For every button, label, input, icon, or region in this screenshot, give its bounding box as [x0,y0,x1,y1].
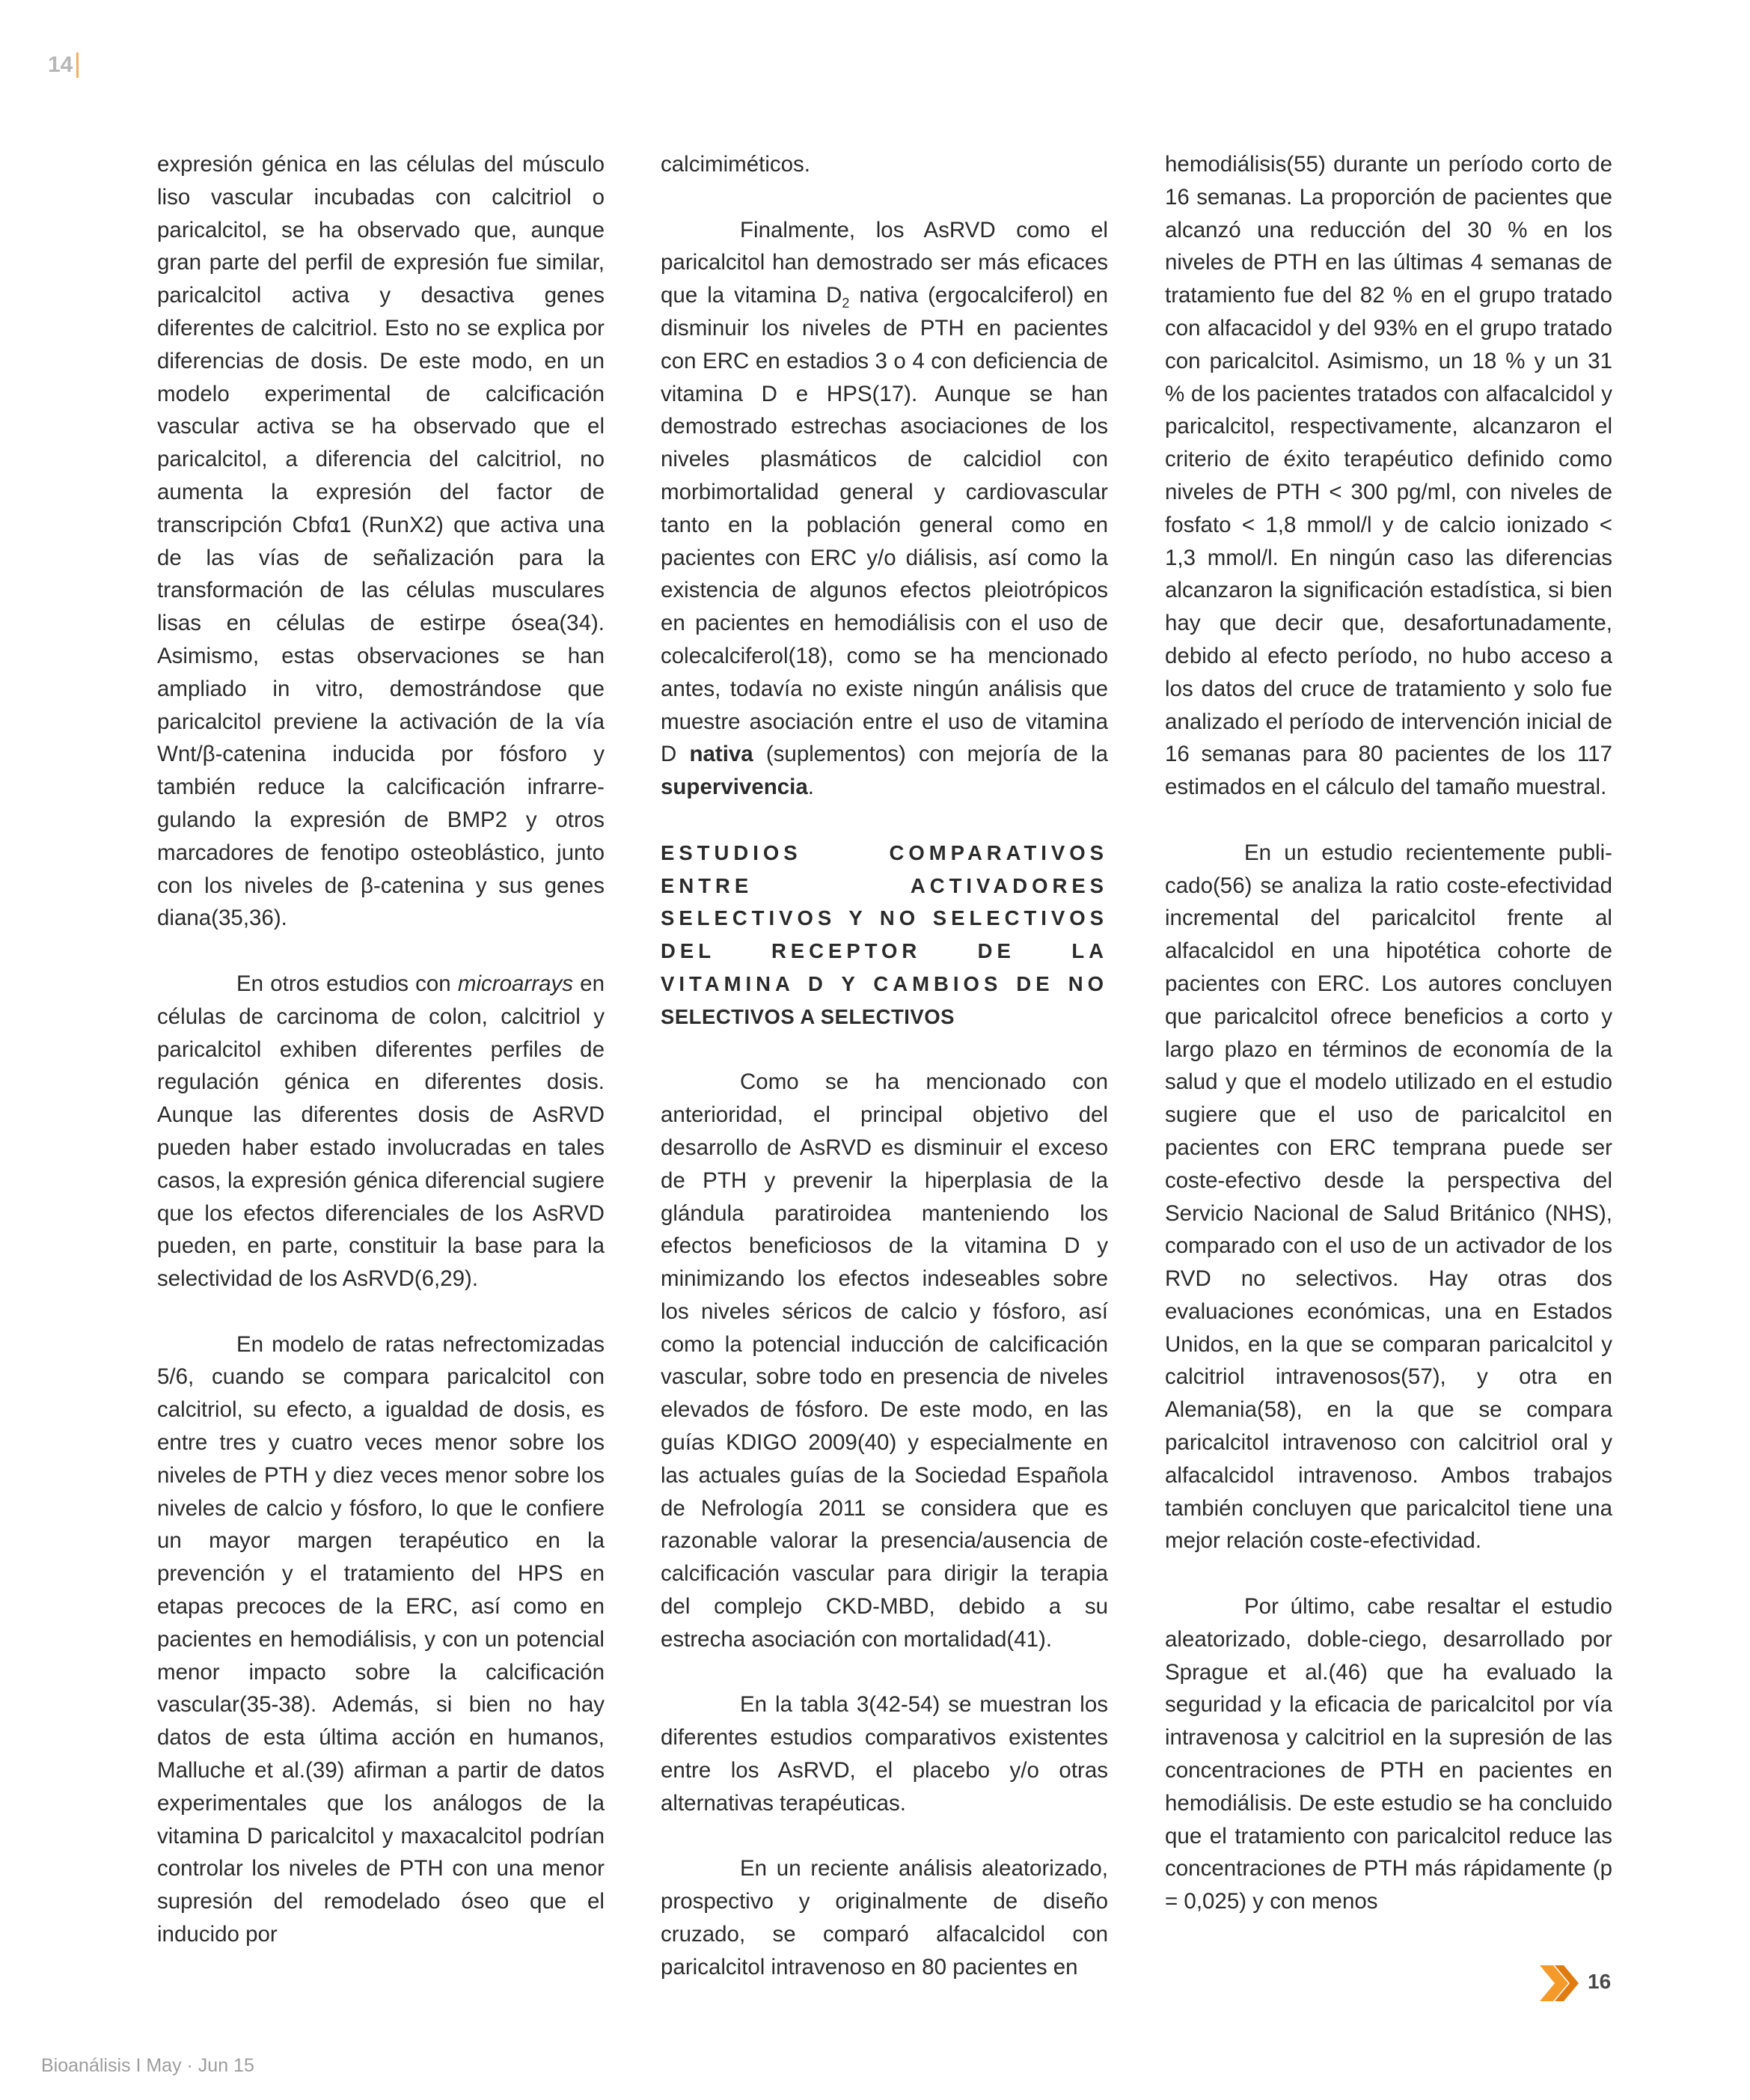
bold-term: supervivencia [661,775,808,800]
paragraph: Por último, cabe resaltar el estudio aleatorizado, doble-ciego, desarrollado por Sprague et al.(46) que ha evaluado la seguridad y la eficacia de paricalcitol por vía intravenosa y calcitriol en la supresión de las concentraciones de PTH en pacientes en hemodiálisis. De este estudio se ha concluido que el tratamiento con paricalcitol reduce las concentraciones de PTH más rápidamente (p = 0,025) y con menos [1165,1594,1612,1914]
text-run: Finalmente, los AsRVD como el paricalcitol han demostrado ser más eficaces que la vitamina D [661,217,1108,308]
paragraph [661,214,1108,804]
subscript: 2 [842,296,850,311]
section-heading [661,837,1108,1034]
text-run: nativa (ergocalciferol) en disminuir los niveles de PTH en pacientes con ERC en estadios 3 o 4 con deficiencia de vitamina D e HPS(17). Aunque se han demostrado estrechas asociaciones de los niveles plasmáticos de calcidiol con morbimortalidad general y cardiovascular tanto en la población general como en pacientes con ERC y/o diálisis, así como la existencia de algunos efectos pleiotrópicos en pacientes en hemodiálisis con el uso de colecalciferol(18), como se ha mencionado antes, todavía no existe ningún análisis que muestre asociación entre el uso de vitamina D [661,283,1108,767]
paragraph: En un reciente análisis aleatorizado, prospectivo y originalmente de diseño cruzado, se comparó alfacalcidol con paricalcitol intravenoso en 80 pacientes en [661,1856,1108,1980]
paragraph: expresión génica en las células del músculo liso vascular incubadas con calcitriol o paricalcitol, se ha observado que, aunque gran parte del perfil de expresión fue similar, paricalcitol activa y desactiva genes diferentes de calcitriol. Esto no se explica por diferencias de dosis. De este modo, en un modelo experimental de calcificación vascular activa se ha observado que el paricalcitol, a diferencia del calcitriol, no aumenta la expresión del factor de transcripción Cbfα1 (RunX2) que activa una de las vías de señalización para la transformación de las células musculares lisas en células de estirpe ósea(34). Asimismo, estas observaciones se han ampliado in vitro, demostrándose que paricalcitol previene la activación de la vía Wnt/β-catenina inducida por fósforo y también reduce la calcificación infrarre-gulando la expresión de BMP2 y otros marcadores de fenotipo osteoblástico, junto con los niveles de β-catenina y sus genes diana(35,36). [157,152,605,931]
paragraph [157,968,605,1295]
page-number-top [48,52,73,78]
text-run: (suplementos) con mejoría de la [753,742,1109,767]
page-number-right: 16 [1588,1970,1612,1993]
heading-text: ESTUDIOS COMPARATIVOS ENTRE ACTIVADORES SELECTIVOS Y NO SELECTIVOS DEL RECEPTOR DE LA VITAMINA D Y CAMBIOS DE NO [661,840,1108,995]
heading-text-tail: SELECTIVOS A SELECTIVOS [661,1004,955,1028]
article-column-3 [1165,148,1612,1918]
paragraph: En un estudio recientemente publi-cado(56) se analiza la ratio coste-efectividad incremental del paricalcitol frente al alfacalcidol en una hipotética cohorte de pacientes con ERC. Los autores concluyen que paricalcitol ofrece beneficios a corto y largo plazo en términos de economía de la salud y que el modelo utilizado en el estudio sugiere que el uso de paricalcitol en pacientes con ERC temprana puede ser coste-efectivo desde la perspectiva del Servicio Nacional de Salud Británico (NHS), comparado con el uso de un activador de los RVD no selectivos. Hay otras dos evaluaciones económicas, una en Estados Unidos, en la que se comparan paricalcitol y calcitriol intravenosos(57), y otra en Alemania(58), en la que se compara paricalcitol intravenoso con calcitriol oral y alfacalcidol intravenoso. Ambos trabajos también concluyen que paricalcitol tiene una mejor relación coste-efectividad. [1165,840,1612,1554]
page-number-left: 14 [48,52,73,77]
page-number-mark [1538,1962,1643,2007]
text-run: . [807,775,814,800]
article-column-2 [661,148,1108,1984]
text-run: En otros estudios con [236,971,458,996]
italic-term: microarrays [457,971,573,996]
page-number-accent [76,52,79,78]
paragraph: calcimiméticos. [661,152,810,177]
bold-term: nativa [689,742,753,767]
chevron-arrow-icon [1538,1962,1583,2004]
paragraph: En la tabla 3(42-54) se muestran los diferentes estudios comparativos existentes entre los AsRVD, el placebo y/o otras alternativas terapéuticas. [661,1692,1108,1816]
paragraph: En modelo de ratas nefrectomizadas 5/6, cuando se compara paricalcitol con calcitriol, su efecto, a igualdad de dosis, es entre tres y cuatro veces menor sobre los niveles de PTH y diez veces menor sobre los niveles de calcio y fósforo, lo que le confiere un mayor margen terapéutico en la prevención y el tratamiento del HPS en etapas precoces de la ERC, así como en pacientes en hemodiálisis, y con un potencial menor impacto sobre la calcificación vascular(35-38). Además, si bien no hay datos de esta última acción en humanos, Malluche et al.(39) afirman a partir de datos experimentales que los análogos de la vitamina D paricalcitol y maxacalcitol podrían controlar los niveles de PTH con una menor supresión del remodelado óseo que el inducido por [157,1331,605,1947]
paragraph: hemodiálisis(55) durante un período corto de 16 semanas. La proporción de pacientes que alcanzó una reducción del 30 % en los niveles de PTH en las últimas 4 semanas de tratamiento fue del 82 % en el grupo tratado con alfacacidol y del 93% en el grupo tratado con paricalcitol. Asimismo, un 18 % y un 31 % de los pacientes tratados con alfacalcidol y paricalcitol, respectivamente, alcanzaron el criterio de éxito terapéutico definido como niveles de PTH < 300 pg/ml, con niveles de fosfato < 1,8 mmol/l y de calcio ionizado < 1,3 mmol/l. En ningún caso las diferencias alcanzaron la significación estadística, si bien hay que decir que, desafortunadamente, debido al efecto período, no hubo acceso a los datos del cruce de tratamiento y solo fue analizado el período de intervención inicial de 16 semanas para 80 pacientes de los 117 estimados en el cálculo del tamaño muestral. [1165,152,1612,800]
text-run: en células de carcinoma de colon, calcitriol y paricalcitol exhiben diferentes perfiles de regulación génica en diferentes dosis. Aunque las diferentes dosis de AsRVD pueden haber estado involucradas en tales casos, la expresión génica diferencial sugiere que los efectos diferenciales de los AsRVD pueden, en parte, constituir la base para la selectividad de los AsRVD(6,29). [157,971,605,1292]
paragraph: Como se ha mencionado con anterioridad, el principal objetivo del desarrollo de AsRVD es disminuir el exceso de PTH y prevenir la hiperplasia de la glándula paratiroidea manteniendo los efectos beneficiosos de la vitamina D y minimizando los efectos indeseables sobre los niveles séricos de calcio y fósforo, así como la potencial inducción de calcificación vascular, sobre todo en presencia de niveles elevados de fósforo. De este modo, en las guías KDIGO 2009(40) y especialmente en las actuales guías de la Sociedad Española de Nefrología 2011 se considera que es razonable valorar la presencia/ausencia de calcificación vascular para dirigir la terapia del complejo CKD-MBD, debido a su estrecha asociación con mortalidad(41). [661,1069,1108,1652]
article-column-1 [157,148,605,1951]
publication-footer: Bioanálisis I May · Jun 15 [41,2055,254,2076]
